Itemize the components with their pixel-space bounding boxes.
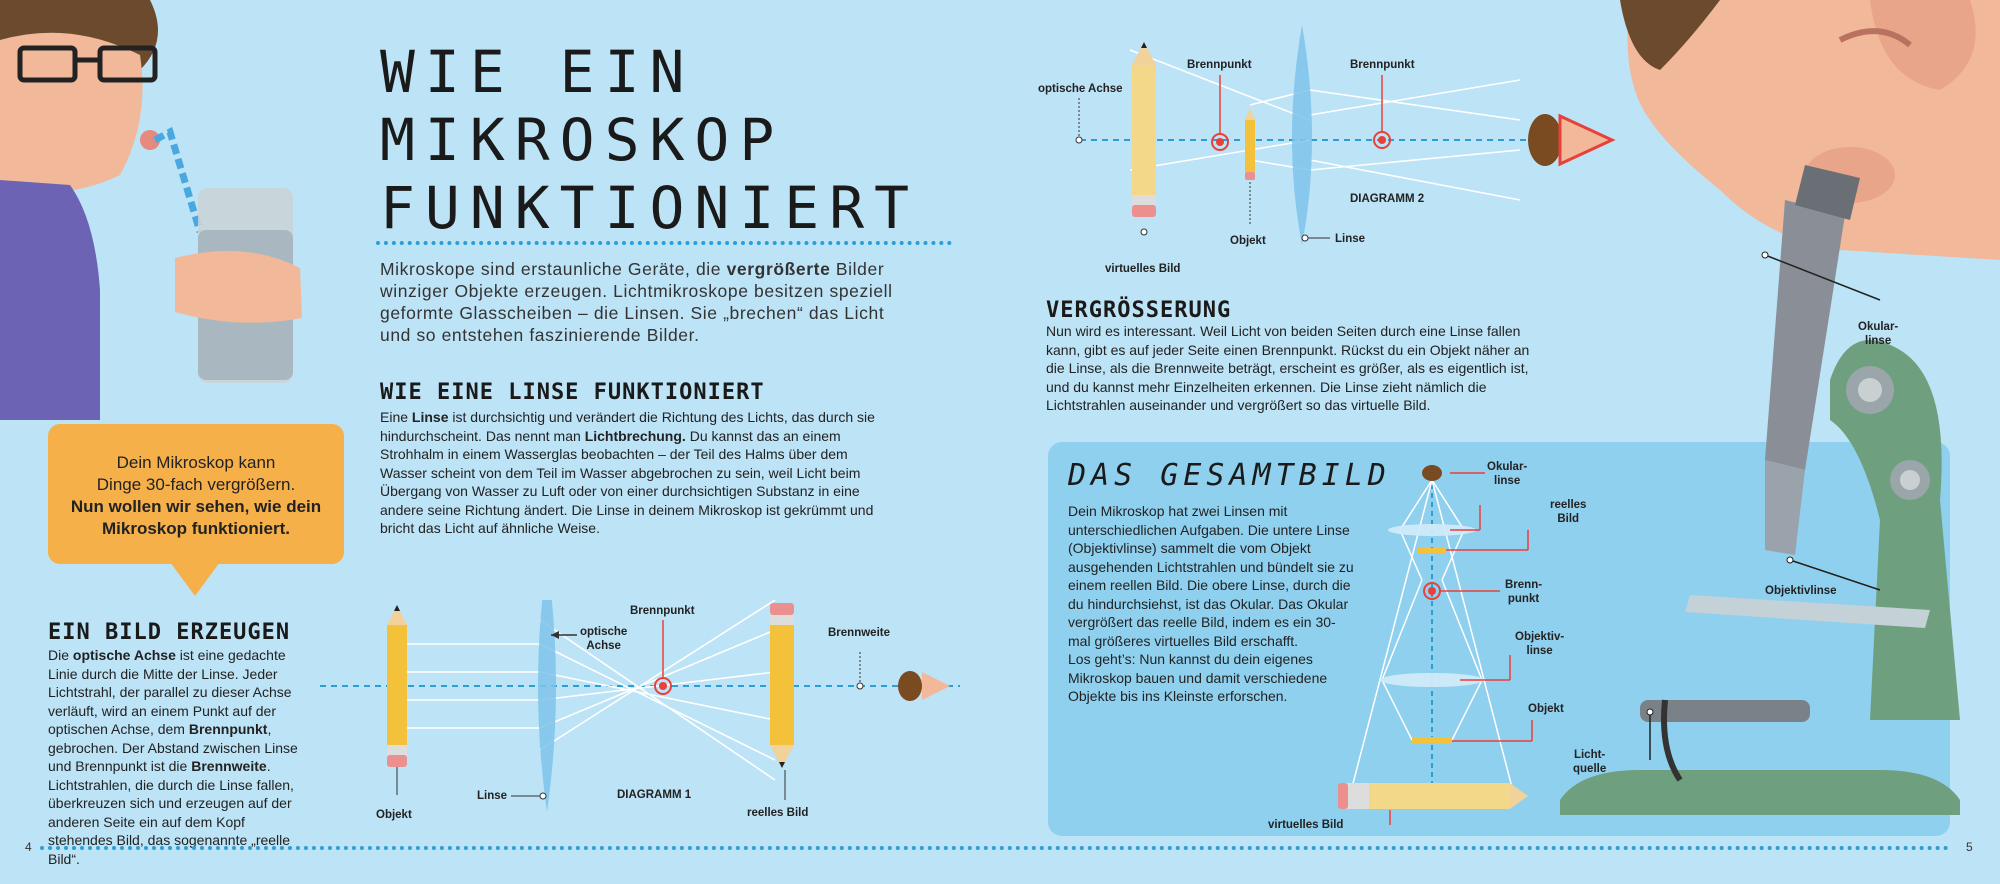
speech-bubble [48,424,344,564]
bubble-tail [170,562,220,598]
page-number-right: 5 [1966,840,1973,854]
d2-virtuell-label: virtuelles Bild [1105,263,1181,275]
intro-paragraph: Mikroskope sind erstaunliche Geräte, die vergrößerte Bilder winziger Objekte erzeugen. Lichtmikroskope besitzen speziell geformte Glasscheiben – die Linsen. Sie „brechen“ das Licht und so entstehen faszinierende Bilder. [380,259,893,345]
title-line-3: FUNKTIONIERT [380,174,920,242]
diagram-2 [1040,20,1620,270]
d1-brennpunkt-label: Brennpunkt [630,605,695,617]
d2-brennpunkt-right: Brennpunkt [1350,59,1415,71]
bubble-bold-2: Mikroskop funktioniert. [102,519,290,538]
linse-paragraph: Eine Linse ist durchsichtig und verändert die Richtung des Lichts, das durch sie hindurchscheint. Das nennt man Lichtbrechung. Du kannst das an einem Strohhalm in einem Wasserglas beobachten – der Teil des Halms über dem Wasser scheint von dem Teil im Wasser abgebrochen zu sein, weil Licht beim Übergang von Wasser zu Luft oder von einer durchsichtigen Substanz in eine andere seine Richtung ändert. Die Linse in deinem Mikroskop ist gekrümmt und bricht das Licht auf ähnliche Weise. [380,409,875,536]
d2-objekt-label: Objekt [1230,235,1266,247]
intro-bold: vergrößerte [726,259,831,279]
gesamtbild-heading: DAS GESAMTBILD [1068,458,1391,493]
d1-linse-label: Linse [477,790,508,802]
bild-heading: EIN BILD ERZEUGEN [48,620,291,645]
g-objekt-label: Objekt [1528,703,1564,715]
d2-brennpunkt-left: Brennpunkt [1187,59,1252,71]
gesamtbild-text-2: Los geht’s: Nun kannst du dein eigenes Mikroskop bauen und damit verschiedene Objekte bis ins Kleinste erforschen. [1068,651,1328,704]
d2-caption: DIAGRAMM 2 [1350,193,1425,205]
bild-paragraph: Die optische Achse ist eine gedachte Linie durch die Mitte der Linse. Jeder Lichtstrahl, der parallel zu dieser Achse verläuft, wird an einem Punkt auf der optischen Achse, dem Brennpunkt, gebrochen. Der Abstand zwischen Linse und Brennpunkt ist die Brennweite. Lichtstrahlen, die durch die Linse fallen, überkreuzen sich und erzeugen auf der anderen Seite ein auf dem Kopf stehendes Bild, das sogenannte „reelle Bild“. [48,647,298,867]
g-objektiv-label: Objektiv- linse [1515,631,1565,657]
d1-caption: DIAGRAMM 1 [617,789,692,801]
boy-with-glass-illustration [0,0,310,420]
page-title [380,38,919,242]
g-reelles-label: reelles Bild [1550,499,1587,525]
d1-reelles-label: reelles Bild [747,807,809,819]
g-brennpunkt-label: Brenn- punkt [1505,579,1543,605]
d1-achse-label: optische Achse [580,626,628,652]
linse-heading: WIE EINE LINSE FUNKTIONIERT [380,380,765,405]
m-okular-label: Okular- linse [1858,321,1899,347]
vergroesserung-heading: VERGRÖSSERUNG [1046,298,1232,323]
bubble-bold-1: Nun wollen wir sehen, wie dein [70,497,322,516]
bubble-line-2: Dinge 30-fach vergrößern. [96,475,296,494]
vergroesserung-paragraph: Nun wird es interessant. Weil Licht von beiden Seiten durch eine Linse fallen kann, gibt es auf jeder Seite einen Brennpunkt. Rückst du ein Objekt näher an die Linse, als die Brennweite beträgt, erscheint es größer, als es eigentlich ist, und du kannst mehr Einzelheiten erkennen. Die Linse zieht nämlich die Lichtstrahlen auseinander und vergrößert so das virtuelle Bild. [1046,323,1530,413]
d1-brennweite-label: Brennweite [828,627,890,639]
d2-linse-label: Linse [1335,233,1366,245]
g-virtuell-label: virtuelles Bild [1268,819,1344,831]
bubble-line-1: Dein Mikroskop kann [116,453,276,472]
m-licht-label: Licht- quelle [1573,749,1607,775]
g-okular-label: Okular- linse [1487,461,1528,487]
title-line-2: MIKROSKOP [380,106,785,174]
d2-achse-label: optische Achse [1038,83,1123,95]
title-line-1: WIE EIN [380,38,695,106]
title-divider [376,241,952,245]
page-number-left: 4 [25,840,32,854]
gesamtbild-text-1: Dein Mikroskop hat zwei Linsen mit unterschiedlichen Aufgaben. Die untere Linse (Objektivlinse) sammelt die vom Objekt ausgehenden Lichtstrahlen und bündelt sie zu einem reellen Bild. Die obere Linse, durch die du hindurchsiehst, ist das Okular. Das Okular vergrößert das reelle Bild, indem es ein 30-mal größeres virtuelles Bild erschafft. [1068,503,1354,649]
d1-objekt-label: Objekt [376,809,412,821]
footer-divider [40,846,1950,850]
microscope-illustration [1540,0,2000,840]
m-objektiv-label: Objektivlinse [1765,585,1837,597]
